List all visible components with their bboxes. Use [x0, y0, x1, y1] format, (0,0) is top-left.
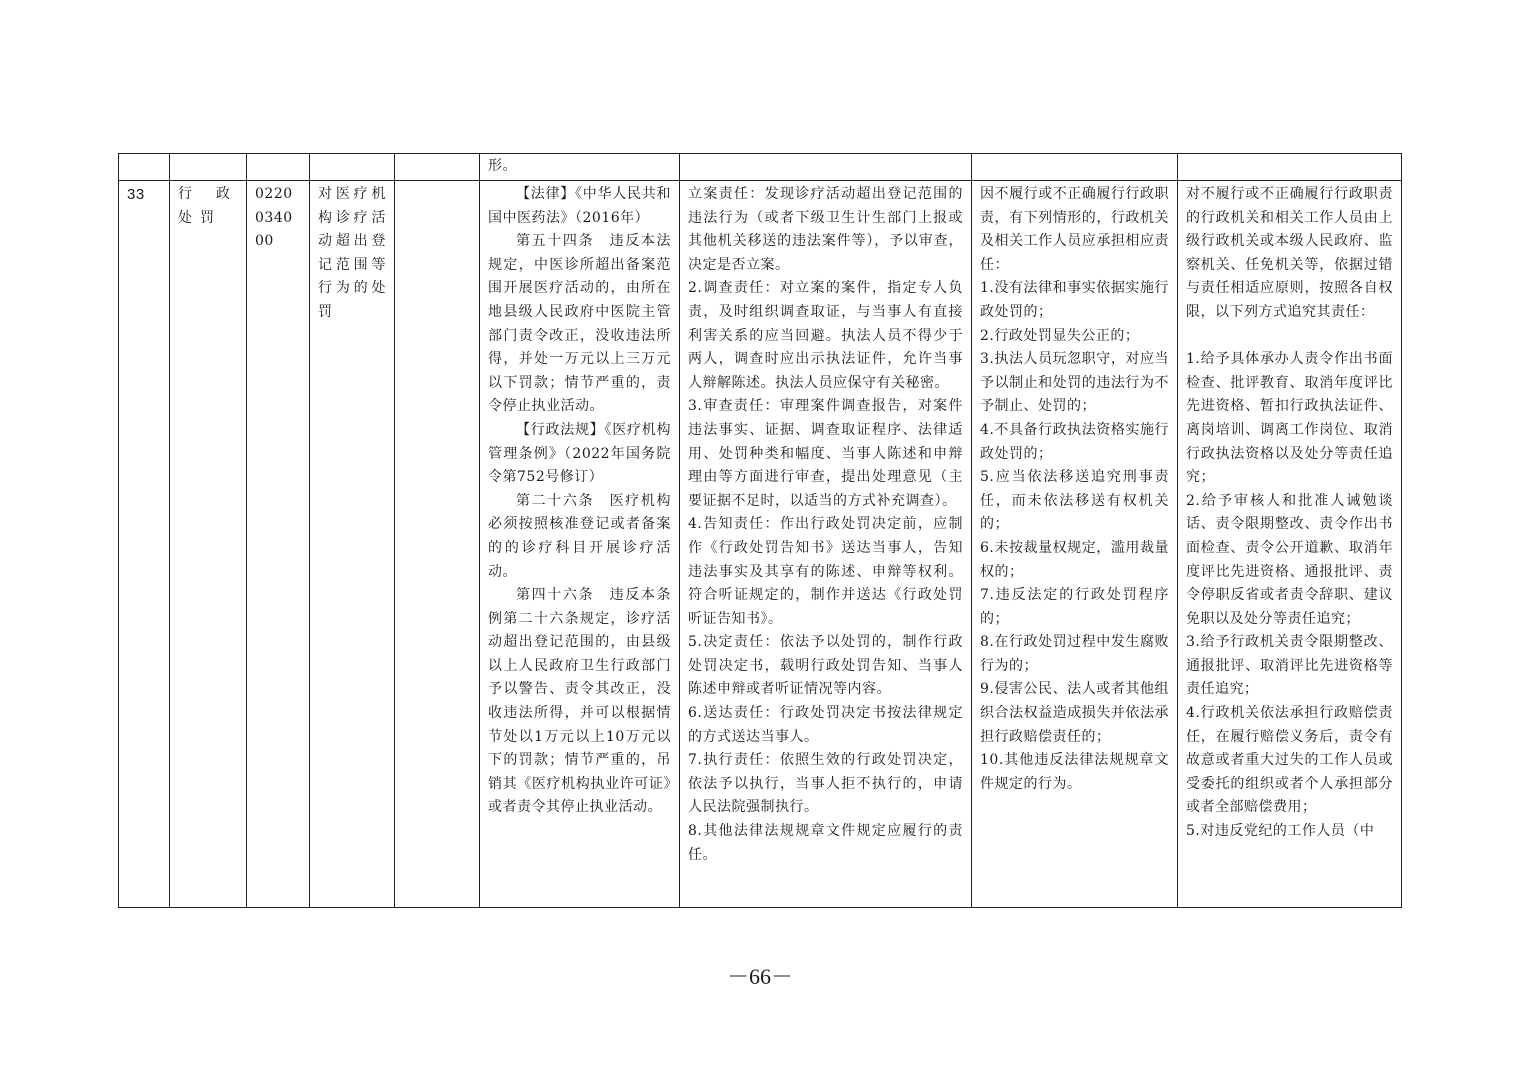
basis-tail-text: 形。	[488, 158, 517, 174]
accountability-cases-cell	[972, 181, 1178, 908]
item-name-cell	[310, 181, 395, 908]
responsibility-item: 5.决定责任：依法予以处罚的，制作行政处罚决定书，载明行政处罚告知、当事人陈述申辩或者听证情况等内容。	[688, 634, 963, 698]
accountability-cases-cell	[972, 154, 1178, 181]
accountability-case: 1.没有法律和事实依据实施行政处罚的；	[980, 280, 1169, 320]
basis-paragraph: 第四十六条 违反本条例第二十六条规定，诊疗活动超出登记范围的，由县级以上人民政府卫生行政部门予以警告、责令其改正，没收违法所得，并可以根据情节处以1万元以上10万元以下的罚款；情节严重的，吊销其《医疗机构执业许可证》或者责令其停止执业活动。	[488, 587, 671, 816]
accountability-case: 9.侵害公民、法人或者其他组织合法权益造成损失并依法承担行政赔偿责任的；	[980, 681, 1169, 745]
accountability-method: 2.给予审核人和批准人诫勉谈话、责令限期整改、责令作出书面检查、责令公开道歉、取消年度评比先进资格、通报批评、责令停职反省或者责令辞职、建议免职以及处分等责任追究；	[1186, 492, 1393, 627]
accountability-methods-cell	[1178, 154, 1402, 181]
responsibility-cell	[680, 154, 972, 181]
accountability-case: 5.应当依法移送追究刑事责任，而未依法移送有权机关的；	[980, 469, 1169, 533]
sub-item-cell	[395, 181, 480, 908]
responsibility-item: 4.告知责任：作出行政处罚决定前，应制作《行政处罚告知书》送达当事人，告知违法事实及其享有的陈述、申辩等权利。符合听证规定的，制作并送达《行政处罚听证告知书》。	[688, 516, 963, 627]
accountability-case: 6.未按裁量权规定，滥用裁量权的；	[980, 539, 1169, 580]
page-number: －66－	[726, 964, 793, 989]
accountability-method: 5.对违反党纪的工作人员（中	[1186, 823, 1375, 840]
accountability-method: 4.行政机关依法承担行政赔偿责任，在履行赔偿义务后，责令有故意或者重大过失的工作人员或受委托的组织或者个人承担部分或者全部赔偿费用；	[1186, 705, 1393, 816]
accountability-method	[1186, 325, 1393, 349]
accountability-case: 4.不具备行政执法资格实施行政处罚的；	[980, 421, 1169, 462]
accountability-case: 8.在行政处罚过程中发生腐败行为的；	[980, 634, 1169, 674]
power-list-table	[118, 153, 1402, 908]
responsibility-item: 6.送达责任：行政处罚决定书按法律规定的方式送达当事人。	[688, 705, 963, 745]
basis-paragraph: 【行政法规】《医疗机构管理条例》（2022年国务院令第752号修订）	[488, 421, 671, 486]
category-text: 行政处罚	[178, 186, 238, 226]
accountability-method: 3.给予行政机关责令限期整改、通报批评、取消评比先进资格等责任追究；	[1186, 634, 1393, 698]
responsibility-item: 8.其他法律法规规章文件规定应履行的责任。	[688, 823, 963, 863]
responsibility-item: 7.执行责任：依照生效的行政处罚决定，依法予以执行，当事人拒不执行的，申请人民法院强制执行。	[688, 752, 963, 816]
table-row	[119, 181, 1402, 908]
code-text: 0220034000	[255, 186, 293, 250]
accountability-method: 1.给予具体承办人责令作出书面检查、批评教育、取消年度评比先进资格、暂扣行政执法证件、离岗培训、调离工作岗位、取消行政执法资格以及处分等责任追究；	[1186, 351, 1393, 486]
accountability-case: 3.执法人员玩忽职守，对应当予以制止和处罚的违法行为不予制止、处罚的；	[980, 351, 1169, 415]
basis-paragraph: 【法律】《中华人民共和国中医药法》（2016年）	[488, 186, 671, 226]
responsibility-item: 3.审查责任：审理案件调查报告，对案件违法事实、证据、调查取证程序、法律适用、处罚种类和幅度、当事人陈述和申辩理由等方面进行审查，提出处理意见（主要证据不足时，以适当的方式补充调查）。	[688, 398, 963, 509]
responsibility-item: 立案责任：发现诊疗活动超出登记范围的违法行为（或者下级卫生计生部门上报或其他机关移送的违法案件等），予以审查，决定是否立案。	[688, 186, 963, 273]
category-cell	[170, 181, 247, 908]
responsibility-item: 2.调查责任：对立案的案件，指定专人负责，及时组织调查取证，与当事人有直接利害关系的应当回避。执法人员不得少于两人，调查时应出示执法证件，允许当事人辩解陈述。执法人员应保守有关秘密。	[688, 280, 963, 391]
seq-cell	[119, 154, 170, 181]
item-name-cell	[310, 154, 395, 181]
category-cell	[170, 154, 247, 181]
responsibility-cell	[680, 181, 972, 908]
accountability-case: 2.行政处罚显失公正的；	[980, 327, 1140, 344]
accountability-case: 7.违反法定的行政处罚程序的；	[980, 587, 1169, 627]
accountability-case: 因不履行或不正确履行行政职责，有下列情形的，行政机关及相关工作人员应承担相应责任：	[980, 186, 1169, 273]
code-cell	[247, 181, 310, 908]
basis-cell	[480, 181, 680, 908]
accountability-case: 10.其他违反法律法规规章文件规定的行为。	[980, 752, 1169, 792]
sub-item-cell	[395, 154, 480, 181]
basis-paragraph: 第五十四条 违反本法规定，中医诊所超出备案范围开展医疗活动的，由所在地县级人民政府中医院主管部门责令改正，没收违法所得，并处一万元以上三万元以下罚款；情节严重的，责令停止执业活动。	[488, 233, 671, 415]
basis-paragraph: 第二十六条 医疗机构必须按照核准登记或者备案的的诊疗科目开展诊疗活动。	[488, 492, 671, 580]
accountability-methods-cell	[1178, 181, 1402, 908]
seq-number: 33	[127, 186, 145, 203]
item-name-text: 对医疗机构诊疗活动超出登记范围等行为的处罚	[318, 186, 386, 320]
basis-cell	[480, 154, 680, 181]
code-cell	[247, 154, 310, 181]
accountability-method: 对不履行或不正确履行行政职责的行政机关和相关工作人员由上级行政机关或本级人民政府、监察机关、任免机关等，依据过错与责任相适应原则，按照各自权限，以下列方式追究其责任：	[1186, 186, 1393, 320]
table-row-continuation	[119, 154, 1402, 181]
seq-cell	[119, 181, 170, 908]
